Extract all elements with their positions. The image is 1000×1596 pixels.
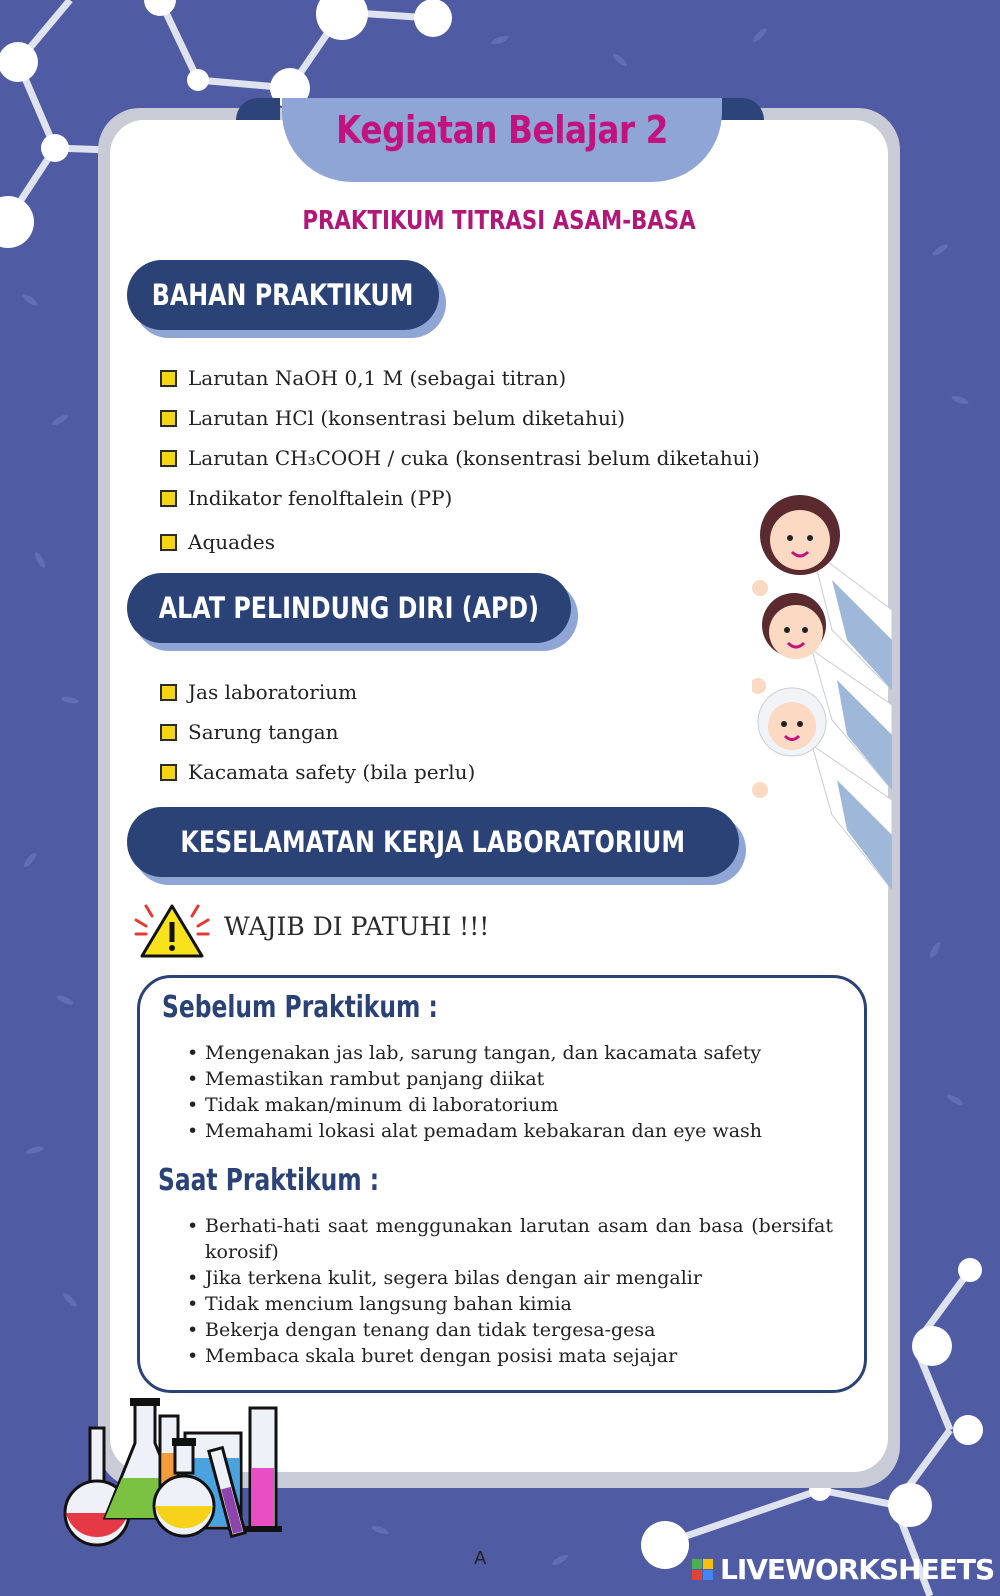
checkbox-icon	[160, 684, 177, 701]
list-item: Jas laboratorium	[160, 680, 475, 720]
bahan-heading: BAHAN PRAKTIKUM	[127, 260, 439, 330]
bahan-list	[160, 366, 760, 570]
list-item: Larutan CH₃COOH / cuka (konsentrasi belum diketahui)	[160, 446, 760, 486]
checkbox-icon	[160, 450, 177, 467]
list-item: • Memastikan rambut panjang diikat	[183, 1066, 833, 1092]
liveworksheets-logo[interactable]	[692, 1553, 994, 1586]
checkbox-icon	[160, 724, 177, 741]
students-illustration	[752, 490, 892, 900]
list-item: • Berhati-hati saat menggunakan larutan asam dan basa (bersifat korosif)	[183, 1213, 833, 1265]
apd-heading: ALAT PELINDUNG DIRI (APD)	[127, 573, 571, 643]
checkbox-icon	[160, 410, 177, 427]
saat-heading: Saat Praktikum :	[158, 1163, 380, 1198]
list-item: Larutan HCl (konsentrasi belum diketahui)	[160, 406, 760, 446]
page-subtitle: PRAKTIKUM TITRASI ASAM-BASA	[302, 206, 696, 236]
list-item: • Tidak makan/minum di laboratorium	[183, 1092, 833, 1118]
sebelum-heading: Sebelum Praktikum :	[162, 990, 438, 1025]
list-item: • Mengenakan jas lab, sarung tangan, dan kacamata safety	[183, 1040, 833, 1066]
checkbox-icon	[160, 370, 177, 387]
apd-list	[160, 680, 475, 800]
liveworksheets-brand: LIVEWORKSHEETS	[720, 1553, 995, 1586]
list-item: • Bekerja dengan tenang dan tidak tergesa-gesa	[183, 1317, 833, 1343]
list-item: Larutan NaOH 0,1 M (sebagai titran)	[160, 366, 760, 406]
list-item: Kacamata safety (bila perlu)	[160, 760, 475, 800]
list-item: • Tidak mencium langsung bahan kimia	[183, 1291, 833, 1317]
liveworksheets-logo-icon	[692, 1559, 714, 1581]
saat-list	[183, 1213, 833, 1369]
warning-icon	[132, 900, 212, 960]
checkbox-icon	[160, 764, 177, 781]
list-item: Sarung tangan	[160, 720, 475, 760]
checkbox-icon	[160, 490, 177, 507]
lab-glassware-illustration	[60, 1398, 300, 1548]
list-item: • Membaca skala buret dengan posisi mata sejajar	[183, 1343, 833, 1369]
list-item: • Memahami lokasi alat pemadam kebakaran dan eye wash	[183, 1118, 833, 1144]
sebelum-list	[183, 1040, 833, 1144]
page-marker: A	[474, 1548, 487, 1569]
checkbox-icon	[160, 534, 177, 551]
list-item: • Jika terkena kulit, segera bilas dengan air mengalir	[183, 1265, 833, 1291]
list-item: Indikator fenolftalein (PP)	[160, 486, 760, 530]
page-title: Kegiatan Belajar 2	[336, 108, 668, 152]
list-item: Aquades	[160, 530, 760, 570]
warning-text: WAJIB DI PATUHI !!!	[224, 912, 490, 941]
keselamatan-heading: KESELAMATAN KERJA LABORATORIUM	[127, 807, 739, 877]
